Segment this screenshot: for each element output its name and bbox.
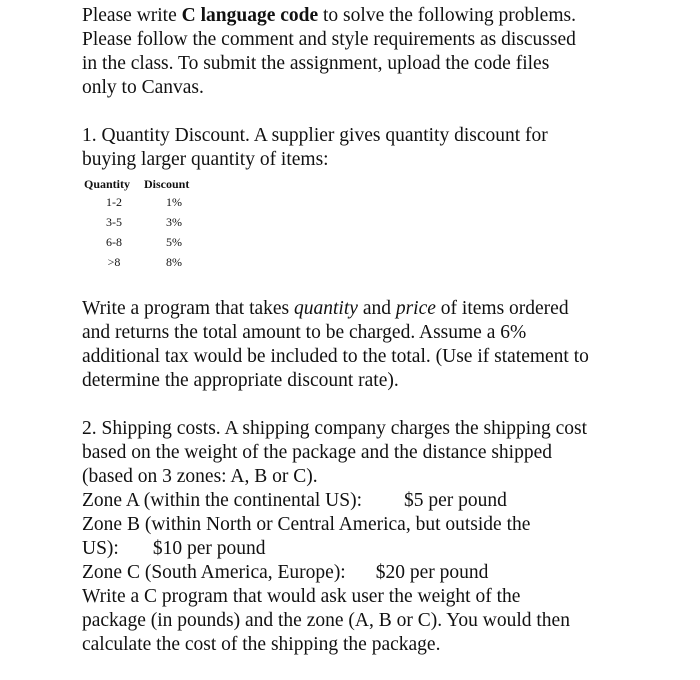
table-row	[84, 192, 204, 212]
zone-b-line-2	[82, 537, 642, 561]
task-1-line-2: and returns the total amount to be charged. Assume a 6%	[82, 322, 527, 343]
intro-line-4: only to Canvas.	[82, 77, 204, 98]
col-header-quantity: Quantity	[84, 176, 131, 191]
zone-a-line	[82, 489, 642, 513]
problem-2	[82, 417, 642, 657]
assignment-page	[82, 4, 642, 657]
quantity-cell: 1-2	[106, 194, 122, 209]
task-1-line-1: Write a program that takes quantity and price of items ordered	[82, 298, 569, 319]
quantity-cell: 3-5	[106, 214, 122, 229]
zone-a-label: Zone A (within the continental US):	[82, 490, 362, 511]
col-header-discount: Discount	[144, 176, 190, 191]
table-row	[84, 252, 204, 272]
discount-cell: 1%	[166, 194, 182, 209]
zone-b-label: US):	[82, 538, 119, 559]
table-row	[84, 212, 204, 232]
intro-paragraph	[82, 4, 642, 100]
problem-2-line-1: 2. Shipping costs. A shipping company charges the shipping cost	[82, 418, 587, 439]
intro-line-2: Please follow the comment and style requirements as discussed	[82, 29, 576, 50]
discount-table-header	[84, 176, 204, 192]
problem-1-heading	[82, 124, 642, 172]
problem-2-write-line-2: package (in pounds) and the zone (A, B or C). You would then	[82, 610, 570, 631]
quantity-cell: >8	[107, 254, 121, 269]
problem-2-line-2: based on the weight of the package and the distance shipped	[82, 442, 553, 463]
discount-cell: 3%	[166, 214, 182, 229]
zone-c-price: $20 per pound	[375, 562, 489, 583]
quantity-italic: quantity	[294, 298, 358, 319]
intro-line-1: Please write C language code to solve the following problems.	[82, 5, 576, 26]
discount-cell: 8%	[166, 254, 182, 269]
intro-line-3: in the class. To submit the assignment, upload the code files	[82, 53, 550, 74]
quantity-cell: 6-8	[106, 234, 122, 249]
problem-2-write-line-1: Write a C program that would ask user the weight of the	[82, 586, 521, 607]
price-italic: price	[395, 298, 436, 319]
problem-1-line-2: buying larger quantity of items:	[82, 149, 329, 170]
discount-table	[84, 176, 204, 272]
zone-b-price: $10 per pound	[152, 538, 266, 559]
intro-bold-language: C language code	[181, 5, 319, 26]
task-1-line-3: additional tax would be included to the total. (Use if statement to	[82, 346, 589, 367]
problem-2-write-line-3: calculate the cost of the shipping the package.	[82, 634, 441, 655]
task-1-line-4: determine the appropriate discount rate).	[82, 370, 399, 391]
table-row	[84, 232, 204, 252]
problem-1-task	[82, 297, 642, 393]
discount-cell: 5%	[166, 234, 182, 249]
zone-c-label: Zone C (South America, Europe):	[82, 562, 346, 583]
zone-a-price: $5 per pound	[404, 490, 507, 511]
zone-b-line-1: Zone B (within North or Central America, but outside the	[82, 514, 531, 535]
zone-c-line	[82, 561, 642, 585]
problem-2-line-3: (based on 3 zones: A, B or C).	[82, 466, 318, 487]
problem-1-line-1: 1. Quantity Discount. A supplier gives quantity discount for	[82, 125, 548, 146]
